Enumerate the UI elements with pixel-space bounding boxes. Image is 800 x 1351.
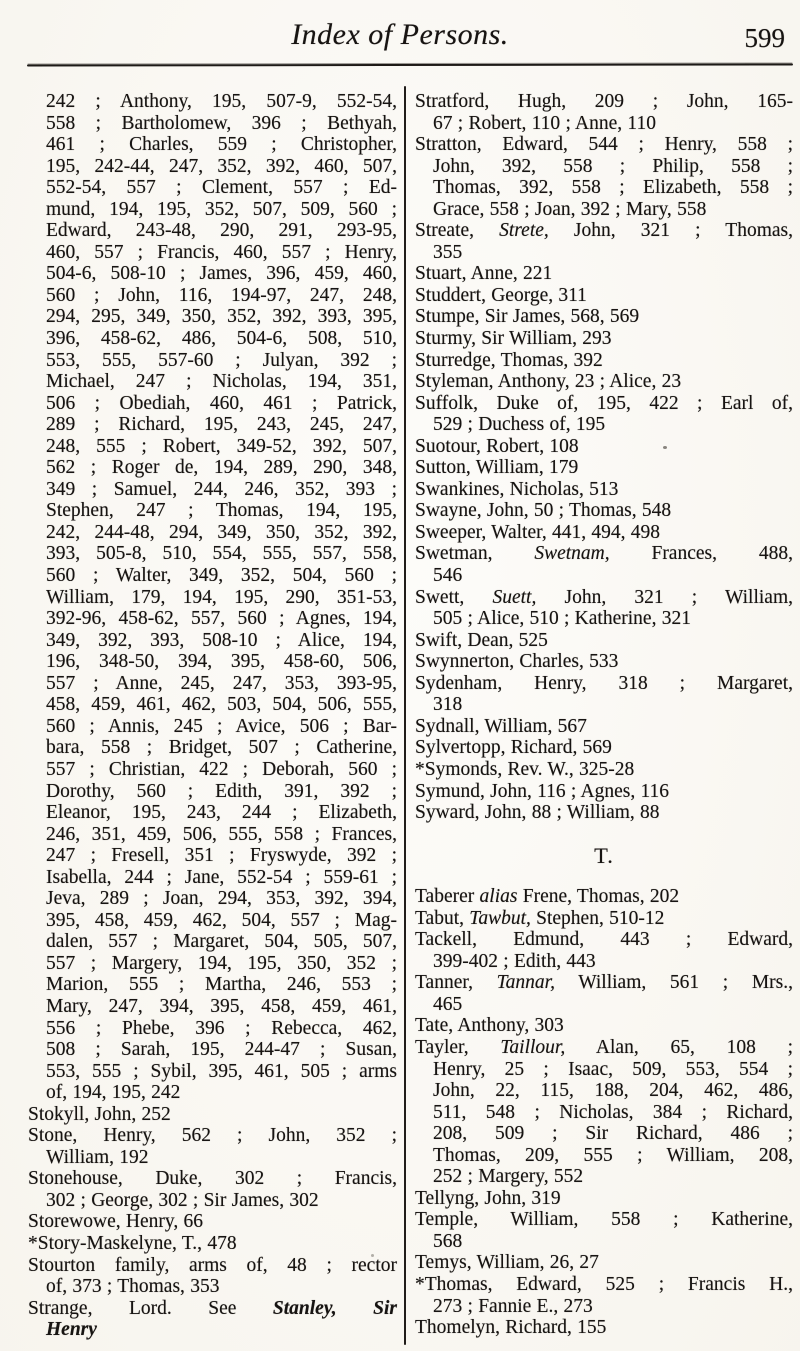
index-line: 294, 295, 349, 350, 352, 392, 393, 395,: [46, 306, 397, 328]
index-line: 506 ; Obediah, 460, 461 ; Patrick,: [46, 392, 397, 414]
index-line: Stratford, Hugh, 209 ; John, 165-: [415, 91, 793, 112]
index-line: 529 ; Duchess of, 195: [433, 414, 606, 436]
index-line: Thomas, 392, 558 ; Elizabeth, 558 ;: [433, 177, 793, 199]
index-line: Swayne, John, 50 ; Thomas, 548: [415, 500, 672, 522]
index-line: 460, 557 ; Francis, 460, 557 ; Henry,: [46, 241, 397, 263]
index-line: Mary, 247, 394, 395, 458, 459, 461,: [46, 995, 397, 1017]
index-line: Symund, John, 116 ; Agnes, 116: [415, 780, 670, 802]
index-line: Sweeper, Walter, 441, 494, 498: [415, 521, 661, 543]
index-line: 465: [433, 993, 463, 1015]
index-line: Tayler, Taillour, Alan, 65, 108 ;: [415, 1036, 793, 1058]
index-line: William, 192: [46, 1146, 149, 1168]
index-line: 252 ; Margery, 552: [433, 1166, 584, 1188]
index-line: Suotour, Robert, 108: [415, 435, 579, 457]
index-line: 556 ; Phebe, 396 ; Rebecca, 462,: [46, 1017, 397, 1039]
index-line: of, 373 ; Thomas, 353: [46, 1276, 220, 1298]
index-line: 196, 348-50, 394, 395, 458-60, 506,: [46, 651, 397, 673]
index-line: 560 ; Annis, 245 ; Avice, 506 ; Bar-: [46, 715, 397, 737]
index-line: 553, 555 ; Sybil, 395, 461, 505 ; arms: [46, 1060, 397, 1082]
index-line: Edward, 243-48, 290, 291, 293-95,: [46, 220, 397, 242]
index-line: Streate, Strete, John, 321 ; Thomas,: [415, 220, 793, 242]
index-line: 504-6, 508-10 ; James, 396, 459, 460,: [46, 263, 397, 285]
index-line: 349 ; Samuel, 244, 246, 352, 393 ;: [46, 478, 397, 500]
index-line: Sylvertopp, Richard, 569: [415, 737, 612, 759]
index-line: 399-402 ; Edith, 443: [433, 950, 596, 972]
index-line: 273 ; Fannie E., 273: [433, 1295, 593, 1317]
index-line: Temple, William, 558 ; Katherine,: [415, 1209, 793, 1231]
index-line: 560 ; John, 116, 194-97, 247, 248,: [46, 284, 397, 306]
ink-speck: [663, 446, 667, 449]
index-line: 557 ; Anne, 245, 247, 353, 393-95,: [46, 672, 397, 694]
section-heading: T.: [594, 842, 614, 868]
index-line: Marion, 555 ; Martha, 246, 553 ;: [46, 974, 397, 996]
index-line: 246, 351, 459, 506, 555, 558 ; Frances,: [46, 823, 397, 845]
index-line: Styleman, Anthony, 23 ; Alice, 23: [415, 371, 682, 393]
index-line: 557 ; Christian, 422 ; Deborah, 560 ;: [46, 758, 397, 780]
index-line: 395, 458, 459, 462, 504, 557 ; Mag-: [46, 909, 397, 931]
index-line: 557 ; Margery, 194, 195, 350, 352 ;: [46, 952, 397, 974]
index-line: Thomelyn, Richard, 155: [415, 1317, 607, 1339]
header-rule: [27, 63, 793, 66]
index-line: 552-54, 557 ; Clement, 557 ; Ed-: [46, 177, 397, 199]
index-line: 553, 555, 557-60 ; Julyan, 392 ;: [46, 349, 397, 371]
ink-speck: [371, 1254, 374, 1257]
index-line: Isabella, 244 ; Jane, 552-54 ; 559-61 ;: [46, 866, 397, 888]
index-line: Tellyng, John, 319: [415, 1187, 561, 1209]
index-line: 461 ; Charles, 559 ; Christopher,: [46, 134, 397, 156]
index-line: Tabut, Tawbut, Stephen, 510-12: [415, 907, 665, 929]
index-line: mund, 194, 195, 352, 507, 509, 560 ;: [46, 198, 397, 220]
index-line: 560 ; Walter, 349, 352, 504, 560 ;: [46, 565, 397, 587]
index-line: 349, 392, 393, 508-10 ; Alice, 194,: [46, 629, 397, 651]
index-line: *Story-Maskelyne, T., 478: [28, 1232, 237, 1254]
index-line: Jeva, 289 ; Joan, 294, 353, 392, 394,: [46, 888, 397, 910]
index-line: 248, 555 ; Robert, 349-52, 392, 507,: [46, 435, 397, 457]
index-line: 511, 548 ; Nicholas, 384 ; Richard,: [433, 1101, 793, 1123]
index-line: dalen, 557 ; Margaret, 504, 505, 507,: [46, 931, 397, 953]
page-title: Index of Persons.: [291, 18, 509, 51]
index-line: Stokyll, John, 252: [28, 1103, 171, 1125]
index-line: 289 ; Richard, 195, 243, 245, 247,: [46, 414, 397, 436]
index-line: 242 ; Anthony, 195, 507-9, 552-54,: [46, 91, 397, 112]
index-line: John, 392, 558 ; Philip, 558 ;: [433, 155, 793, 177]
index-line: Grace, 558 ; Joan, 392 ; Mary, 558: [433, 198, 707, 220]
index-line: Tackell, Edmund, 443 ; Edward,: [415, 929, 793, 951]
index-line: Tanner, Tannar, William, 561 ; Mrs.,: [415, 972, 793, 994]
index-line: Thomas, 209, 555 ; William, 208,: [433, 1144, 793, 1166]
index-line: Stone, Henry, 562 ; John, 352 ;: [28, 1125, 397, 1147]
index-line: *Symonds, Rev. W., 325-28: [415, 758, 635, 780]
index-line: *Thomas, Edward, 525 ; Francis H.,: [415, 1273, 793, 1295]
index-line: bara, 558 ; Bridget, 507 ; Catherine,: [46, 737, 397, 759]
index-line: 562 ; Roger de, 194, 289, 290, 348,: [46, 457, 397, 479]
index-line: 247 ; Fresell, 351 ; Fryswyde, 392 ;: [46, 845, 397, 867]
index-line: Stuart, Anne, 221: [415, 263, 553, 285]
index-line: Syward, John, 88 ; William, 88: [415, 802, 660, 824]
index-line: Swett, Suett, John, 321 ; William,: [415, 586, 793, 608]
index-line: John, 22, 115, 188, 204, 462, 486,: [433, 1080, 793, 1102]
index-line: 195, 242-44, 247, 352, 392, 460, 507,: [46, 155, 397, 177]
index-line: Sturredge, Thomas, 392: [415, 349, 603, 371]
index-line: Stourton family, arms of, 48 ; rector: [28, 1254, 397, 1276]
index-line: 242, 244-48, 294, 349, 350, 352, 392,: [46, 521, 397, 543]
index-line: Sydnall, William, 567: [415, 715, 587, 737]
index-line: 208, 509 ; Sir Richard, 486 ;: [433, 1123, 793, 1145]
index-line: 67 ; Robert, 110 ; Anne, 110: [433, 112, 656, 134]
index-line: 396, 458-62, 486, 504-6, 508, 510,: [46, 328, 397, 350]
index-line: Swetman, Swetnam, Frances, 488,: [415, 543, 793, 565]
index-line: Michael, 247 ; Nicholas, 194, 351,: [46, 371, 397, 393]
index-line: of, 194, 195, 242: [46, 1082, 181, 1104]
index-line: William, 179, 194, 195, 290, 351-53,: [46, 586, 397, 608]
index-column-left: [28, 91, 397, 1341]
index-line: Sturmy, Sir William, 293: [415, 328, 612, 350]
index-line: Eleanor, 195, 243, 244 ; Elizabeth,: [46, 802, 397, 824]
index-line: 508 ; Sarah, 195, 244-47 ; Susan,: [46, 1039, 397, 1061]
index-line: Storewowe, Henry, 66: [28, 1211, 203, 1233]
index-line: 318: [433, 694, 463, 716]
index-line: 546: [433, 565, 463, 587]
index-line: 302 ; George, 302 ; Sir James, 302: [46, 1189, 319, 1211]
column-divider-rule: [404, 86, 406, 1345]
index-line: Henry, 25 ; Isaac, 509, 553, 554 ;: [433, 1058, 793, 1080]
index-line: 355: [433, 241, 463, 263]
index-line: Stonehouse, Duke, 302 ; Francis,: [28, 1168, 397, 1190]
index-line: Swynnerton, Charles, 533: [415, 651, 619, 673]
index-line: 568: [433, 1230, 463, 1252]
index-line: Sydenham, Henry, 318 ; Margaret,: [415, 672, 793, 694]
index-line: 505 ; Alice, 510 ; Katherine, 321: [433, 608, 691, 630]
index-line: Tate, Anthony, 303: [415, 1015, 564, 1037]
index-line: Dorothy, 560 ; Edith, 391, 392 ;: [46, 780, 397, 802]
index-line: Stephen, 247 ; Thomas, 194, 195,: [46, 500, 397, 522]
page-number: 599: [744, 23, 785, 53]
index-line: 558 ; Bartholomew, 396 ; Bethyah,: [46, 112, 397, 134]
index-line: Swift, Dean, 525: [415, 629, 548, 651]
index-line: 392-96, 458-62, 557, 560 ; Agnes, 194,: [46, 608, 397, 630]
index-line: Swankines, Nicholas, 513: [415, 478, 619, 500]
index-line: Strange, Lord. See Stanley, Sir: [28, 1297, 398, 1319]
index-line: Suffolk, Duke of, 195, 422 ; Earl of,: [415, 392, 793, 414]
index-line: Henry: [46, 1319, 97, 1341]
index-column-right: [415, 91, 793, 1339]
index-line: Temys, William, 26, 27: [415, 1252, 599, 1274]
index-line: Stumpe, Sir James, 568, 569: [415, 306, 640, 328]
index-line: Stratton, Edward, 544 ; Henry, 558 ;: [415, 134, 793, 156]
index-line: 458, 459, 461, 462, 503, 504, 506, 555,: [46, 694, 397, 716]
index-line: Sutton, William, 179: [415, 457, 579, 479]
index-line: 393, 505-8, 510, 554, 555, 557, 558,: [46, 543, 397, 565]
index-line: Studdert, George, 311: [415, 284, 587, 306]
index-line: Taberer alias Frene, Thomas, 202: [415, 886, 680, 908]
